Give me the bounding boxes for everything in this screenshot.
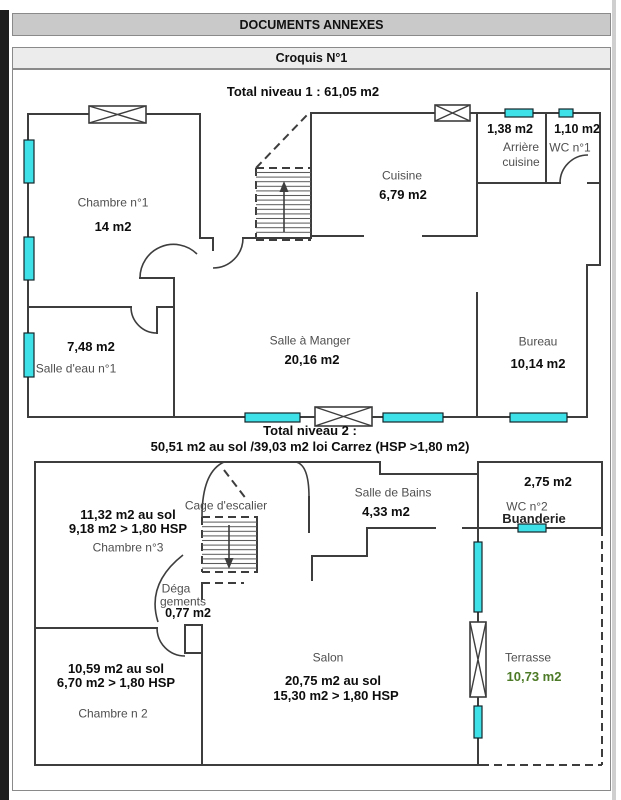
window-marker [24,140,34,183]
room-label-arriere-cuisine: Arrière cuisine [502,140,540,169]
room-label-cage-escalier: Cage d'escalier [184,498,268,513]
room-area1-chambre2: 10,59 m2 au sol [67,660,165,676]
level2-total-title-line2: 50,51 m2 au sol /39,03 m2 loi Carrez (HSP >1,80 m2) [150,438,470,454]
window-marker [510,413,567,422]
room-area1-chambre3: 11,32 m2 au sol [80,506,176,522]
window-marker [474,706,482,738]
room-area-chambre1: 14 m2 [94,218,132,234]
room-label-chambre3: Chambre n°3 [92,540,164,555]
room-area-degagements: 0,77 m2 [165,606,211,621]
room-label-degagements-line1: Déga [161,581,191,596]
room-label-salle-a-manger: Salle à Manger [269,333,351,348]
room-label-buanderie: Buanderie [502,510,566,526]
room-label-salle-bains: Salle de Bains [354,485,432,500]
document-header-title: DOCUMENTS ANNEXES [239,17,384,32]
level2-total-title-line1: Total niveau 2 : [263,422,357,438]
crossed-window-marker [89,106,146,123]
level1-total-title: Total niveau 1 : 61,05 m2 [226,83,380,99]
room-area-cuisine: 6,79 m2 [379,186,427,202]
window-marker [383,413,443,422]
room-area2-chambre3: 9,18 m2 > 1,80 HSP [68,520,188,536]
window-marker [245,413,300,422]
room-area-salle-bains: 4,33 m2 [362,503,410,519]
room-area1-salon: 20,75 m2 au sol [284,672,382,688]
room-label-terrasse: Terrasse [504,650,552,665]
room-area-terrasse: 10,73 m2 [506,668,562,684]
room-area2-chambre2: 6,70 m2 > 1,80 HSP [56,674,176,690]
room-area-wc2: 2,75 m2 [524,473,572,489]
room-label-wc2: WC n°2 [506,499,548,514]
window-marker [559,109,573,117]
room-area-salle-eau: 7,48 m2 [67,338,115,354]
room-label-degagements-line2: gements [159,594,207,609]
room-label-wc1: WC n°1 [549,140,591,155]
crossed-window-marker [435,105,470,121]
window-marker [24,237,34,280]
room-label-chambre1: Chambre n°1 [77,195,149,210]
window-marker [505,109,533,117]
room-area-salle-a-manger: 20,16 m2 [284,351,340,367]
croquis-title: Croquis N°1 [275,51,348,65]
room-label-salon: Salon [312,650,344,665]
window-marker [474,542,482,612]
window-marker [24,333,34,377]
room-area-wc1: 1,10 m2 [554,122,600,137]
room-label-cuisine: Cuisine [381,168,423,183]
room-area-arriere-cuisine: 1,38 m2 [487,122,533,137]
room-area2-salon: 15,30 m2 > 1,80 HSP [273,687,399,703]
room-label-salle-eau: Salle d'eau n°1 [35,361,117,376]
room-label-bureau: Bureau [518,334,558,349]
crossed-window-marker [470,622,486,697]
room-label-chambre2: Chambre n 2 [78,706,148,721]
room-area-bureau: 10,14 m2 [510,355,566,371]
